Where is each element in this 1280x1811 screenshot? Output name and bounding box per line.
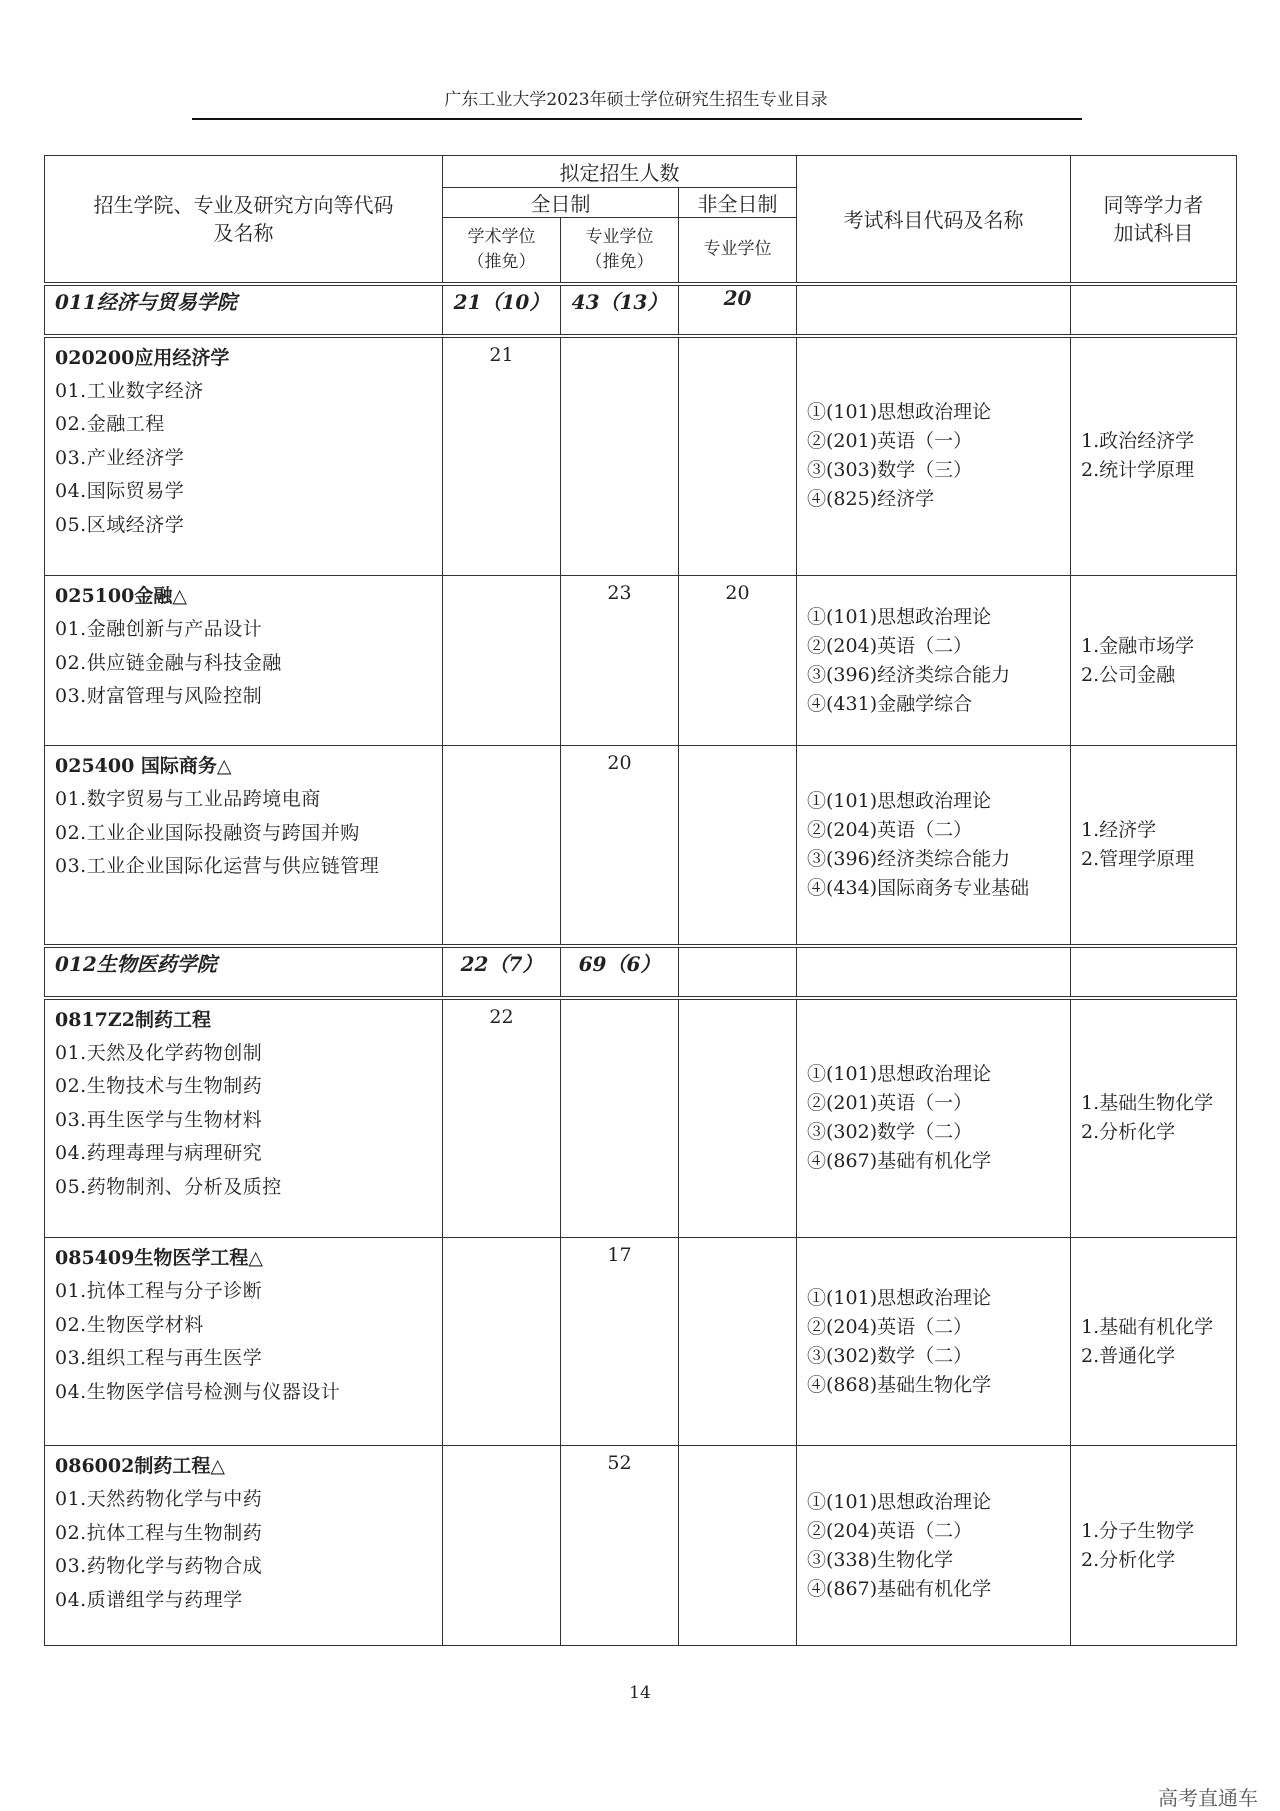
- header-parttime: [679, 188, 797, 218]
- research-direction: 01.工业数字经济: [55, 379, 204, 402]
- additional-subject: 2.公司金融: [1081, 663, 1176, 686]
- exam-subjects: [797, 1238, 1071, 1446]
- research-direction: 04.生物医学信号检测与仪器设计: [55, 1380, 341, 1403]
- header-enrollment: [443, 156, 797, 188]
- additional-subjects: [1071, 336, 1237, 576]
- college-parttime-count: [679, 946, 797, 998]
- college-academic-count: 22（7）: [443, 946, 561, 998]
- page-title: 广东工业大学2023年硕士学位研究生招生专业目录: [444, 90, 828, 110]
- additional-subjects: [1071, 998, 1237, 1238]
- major-row: [45, 576, 1237, 746]
- header-professional-label: 专业学位: [585, 226, 654, 247]
- research-direction: 04.国际贸易学: [55, 480, 185, 502]
- research-direction: 05.药物制剂、分析及质控: [55, 1175, 282, 1198]
- major-title: 025100金融△: [55, 585, 187, 607]
- major-academic-count: 22: [443, 998, 561, 1238]
- header-equivalent: [1071, 156, 1237, 284]
- header-parttime-professional-label: 专业学位: [703, 239, 772, 260]
- header-fulltime: [443, 188, 679, 218]
- additional-subject: 1.政治经济学: [1081, 430, 1195, 453]
- major-title: 085409生物医学工程△: [55, 1247, 263, 1269]
- exam-subject: ①(101)思想政治理论: [807, 1286, 992, 1309]
- additional-subject: 1.基础生物化学: [1081, 1092, 1214, 1115]
- major-professional-count: 52: [561, 1446, 679, 1646]
- major-academic-count: 21: [443, 336, 561, 576]
- major-professional-count: [561, 998, 679, 1238]
- major-row: [45, 998, 1237, 1238]
- research-direction: 02.生物医学材料: [55, 1313, 204, 1336]
- research-direction: 03.再生医学与生物材料: [55, 1108, 263, 1131]
- research-direction: 01.金融创新与产品设计: [55, 618, 263, 640]
- header-academic-note: （推免）: [467, 251, 536, 272]
- major-cell: [45, 336, 443, 576]
- additional-subject: 2.普通化学: [1081, 1344, 1176, 1367]
- additional-subjects: [1071, 746, 1237, 946]
- exam-subject: ④(867)基础有机化学: [807, 1150, 992, 1173]
- exam-subjects: [797, 998, 1071, 1238]
- additional-subject: 2.分析化学: [1081, 1121, 1176, 1144]
- major-cell: [45, 576, 443, 746]
- watermark: 高考直通车: [1158, 1786, 1258, 1810]
- header-enrollment-label: 拟定招生人数: [559, 161, 680, 185]
- major-row: [45, 336, 1237, 576]
- header-equivalent-label: 同等学力者加试科目: [1103, 192, 1204, 245]
- header-academic: [443, 218, 561, 284]
- page-number: 14: [629, 1683, 651, 1703]
- major-cell: [45, 1446, 443, 1646]
- exam-subjects: [797, 576, 1071, 746]
- additional-subject: 1.金融市场学: [1081, 634, 1195, 657]
- additional-subject: 2.分析化学: [1081, 1548, 1176, 1571]
- research-direction: 02.抗体工程与生物制药: [55, 1521, 263, 1544]
- research-direction: 01.数字贸易与工业品跨境电商: [55, 788, 321, 810]
- college-row: [45, 946, 1237, 998]
- exam-subject: ②(204)英语（二）: [807, 634, 973, 657]
- major-parttime-count: [679, 746, 797, 946]
- research-direction: 01.天然及化学药物创制: [55, 1041, 263, 1064]
- exam-subject: ④(867)基础有机化学: [807, 1577, 992, 1600]
- research-direction: 05.区域经济学: [55, 513, 185, 536]
- major-row: [45, 1446, 1237, 1646]
- header-major-label: 招生学院、专业及研究方向等代码及名称: [93, 192, 394, 245]
- college-professional-count: 69（6）: [561, 946, 679, 998]
- header-major: [45, 156, 443, 284]
- exam-subject: ②(201)英语（一）: [807, 1092, 973, 1115]
- exam-subject: ②(204)英语（二）: [807, 1315, 973, 1338]
- research-direction: 01.抗体工程与分子诊断: [55, 1280, 263, 1302]
- exam-subjects: [797, 746, 1071, 946]
- college-additional-empty: [1071, 946, 1237, 998]
- header-parttime-label: 非全日制: [697, 192, 778, 216]
- research-direction: 02.工业企业国际投融资与跨国并购: [55, 821, 360, 844]
- college-professional-count: 43（13）: [561, 284, 679, 336]
- header-exam-label: 考试科目代码及名称: [843, 208, 1024, 233]
- additional-subject: 1.经济学: [1081, 818, 1157, 841]
- exam-subject: ③(396)经济类综合能力: [807, 663, 1011, 686]
- major-parttime-count: [679, 998, 797, 1238]
- major-row: [45, 1238, 1237, 1446]
- major-academic-count: [443, 1238, 561, 1446]
- major-parttime-count: 20: [679, 576, 797, 746]
- exam-subjects: [797, 1446, 1071, 1646]
- research-direction: 03.药物化学与药物合成: [55, 1555, 263, 1577]
- major-row: [45, 746, 1237, 946]
- major-title: 020200应用经济学: [55, 346, 230, 369]
- exam-subject: ①(101)思想政治理论: [807, 605, 992, 628]
- exam-subject: ①(101)思想政治理论: [807, 789, 992, 812]
- header-exam: [797, 156, 1071, 284]
- additional-subject: 2.统计学原理: [1081, 459, 1195, 482]
- exam-subject: ④(868)基础生物化学: [807, 1373, 992, 1396]
- exam-subject: ③(396)经济类综合能力: [807, 847, 1011, 870]
- major-professional-count: 20: [561, 746, 679, 946]
- major-academic-count: [443, 576, 561, 746]
- research-direction: 04.药理毒理与病理研究: [55, 1142, 263, 1164]
- additional-subjects: [1071, 576, 1237, 746]
- major-parttime-count: [679, 336, 797, 576]
- exam-subject: ④(825)经济学: [807, 488, 935, 511]
- research-direction: 02.金融工程: [55, 413, 165, 435]
- research-direction: 03.产业经济学: [55, 446, 185, 469]
- college-name: 012生物医药学院: [45, 946, 443, 998]
- exam-subject: ④(431)金融学综合: [807, 692, 973, 715]
- research-direction: 03.工业企业国际化运营与供应链管理: [55, 855, 380, 877]
- exam-subject: ③(302)数学（二）: [807, 1344, 973, 1367]
- college-name: 011经济与贸易学院: [45, 284, 443, 336]
- major-cell: [45, 1238, 443, 1446]
- major-academic-count: [443, 746, 561, 946]
- additional-subjects: [1071, 1446, 1237, 1646]
- college-exam-empty: [797, 284, 1071, 336]
- major-parttime-count: [679, 1446, 797, 1646]
- exam-subject: ②(201)英语（一）: [807, 430, 973, 453]
- research-direction: 03.财富管理与风险控制: [55, 685, 263, 707]
- major-cell: [45, 746, 443, 946]
- major-academic-count: [443, 1446, 561, 1646]
- header-fulltime-label: 全日制: [530, 192, 591, 216]
- header-rule: [192, 118, 1082, 120]
- additional-subjects: [1071, 1238, 1237, 1446]
- header-professional-note: （推免）: [585, 251, 654, 272]
- college-academic-count: 21（10）: [443, 284, 561, 336]
- major-parttime-count: [679, 1238, 797, 1446]
- major-professional-count: [561, 336, 679, 576]
- exam-subject: ①(101)思想政治理论: [807, 1490, 992, 1513]
- college-row: [45, 284, 1237, 336]
- major-professional-count: 17: [561, 1238, 679, 1446]
- major-title: 086002制药工程△: [55, 1455, 225, 1477]
- college-additional-empty: [1071, 284, 1237, 336]
- exam-subject: ②(204)英语（二）: [807, 1519, 973, 1542]
- header-parttime-professional: [679, 218, 797, 284]
- exam-subjects: [797, 336, 1071, 576]
- research-direction: 03.组织工程与再生医学: [55, 1347, 263, 1369]
- additional-subject: 1.基础有机化学: [1081, 1315, 1214, 1338]
- research-direction: 04.质谱组学与药理学: [55, 1588, 243, 1611]
- catalog-body: [45, 284, 1237, 1646]
- college-exam-empty: [797, 946, 1071, 998]
- exam-subject: ①(101)思想政治理论: [807, 401, 992, 424]
- header-academic-label: 学术学位: [467, 226, 536, 247]
- header-professional: [561, 218, 679, 284]
- exam-subject: ②(204)英语（二）: [807, 818, 973, 841]
- additional-subject: 1.分子生物学: [1081, 1519, 1195, 1542]
- research-direction: 01.天然药物化学与中药: [55, 1488, 263, 1510]
- research-direction: 02.生物技术与生物制药: [55, 1075, 263, 1097]
- major-cell: [45, 998, 443, 1238]
- college-parttime-count: 20: [679, 284, 797, 336]
- exam-subject: ③(338)生物化学: [807, 1548, 954, 1571]
- exam-subject: ①(101)思想政治理论: [807, 1063, 992, 1086]
- research-direction: 02.供应链金融与科技金融: [55, 651, 282, 674]
- major-professional-count: 23: [561, 576, 679, 746]
- catalog-table: [44, 155, 1237, 1646]
- major-title: 025400 国际商务△: [55, 755, 232, 777]
- exam-subject: ④(434)国际商务专业基础: [807, 876, 1030, 899]
- exam-subject: ③(303)数学（三）: [807, 459, 973, 482]
- additional-subject: 2.管理学原理: [1081, 847, 1195, 870]
- exam-subject: ③(302)数学（二）: [807, 1121, 973, 1144]
- major-title: 0817Z2制药工程: [55, 1008, 211, 1031]
